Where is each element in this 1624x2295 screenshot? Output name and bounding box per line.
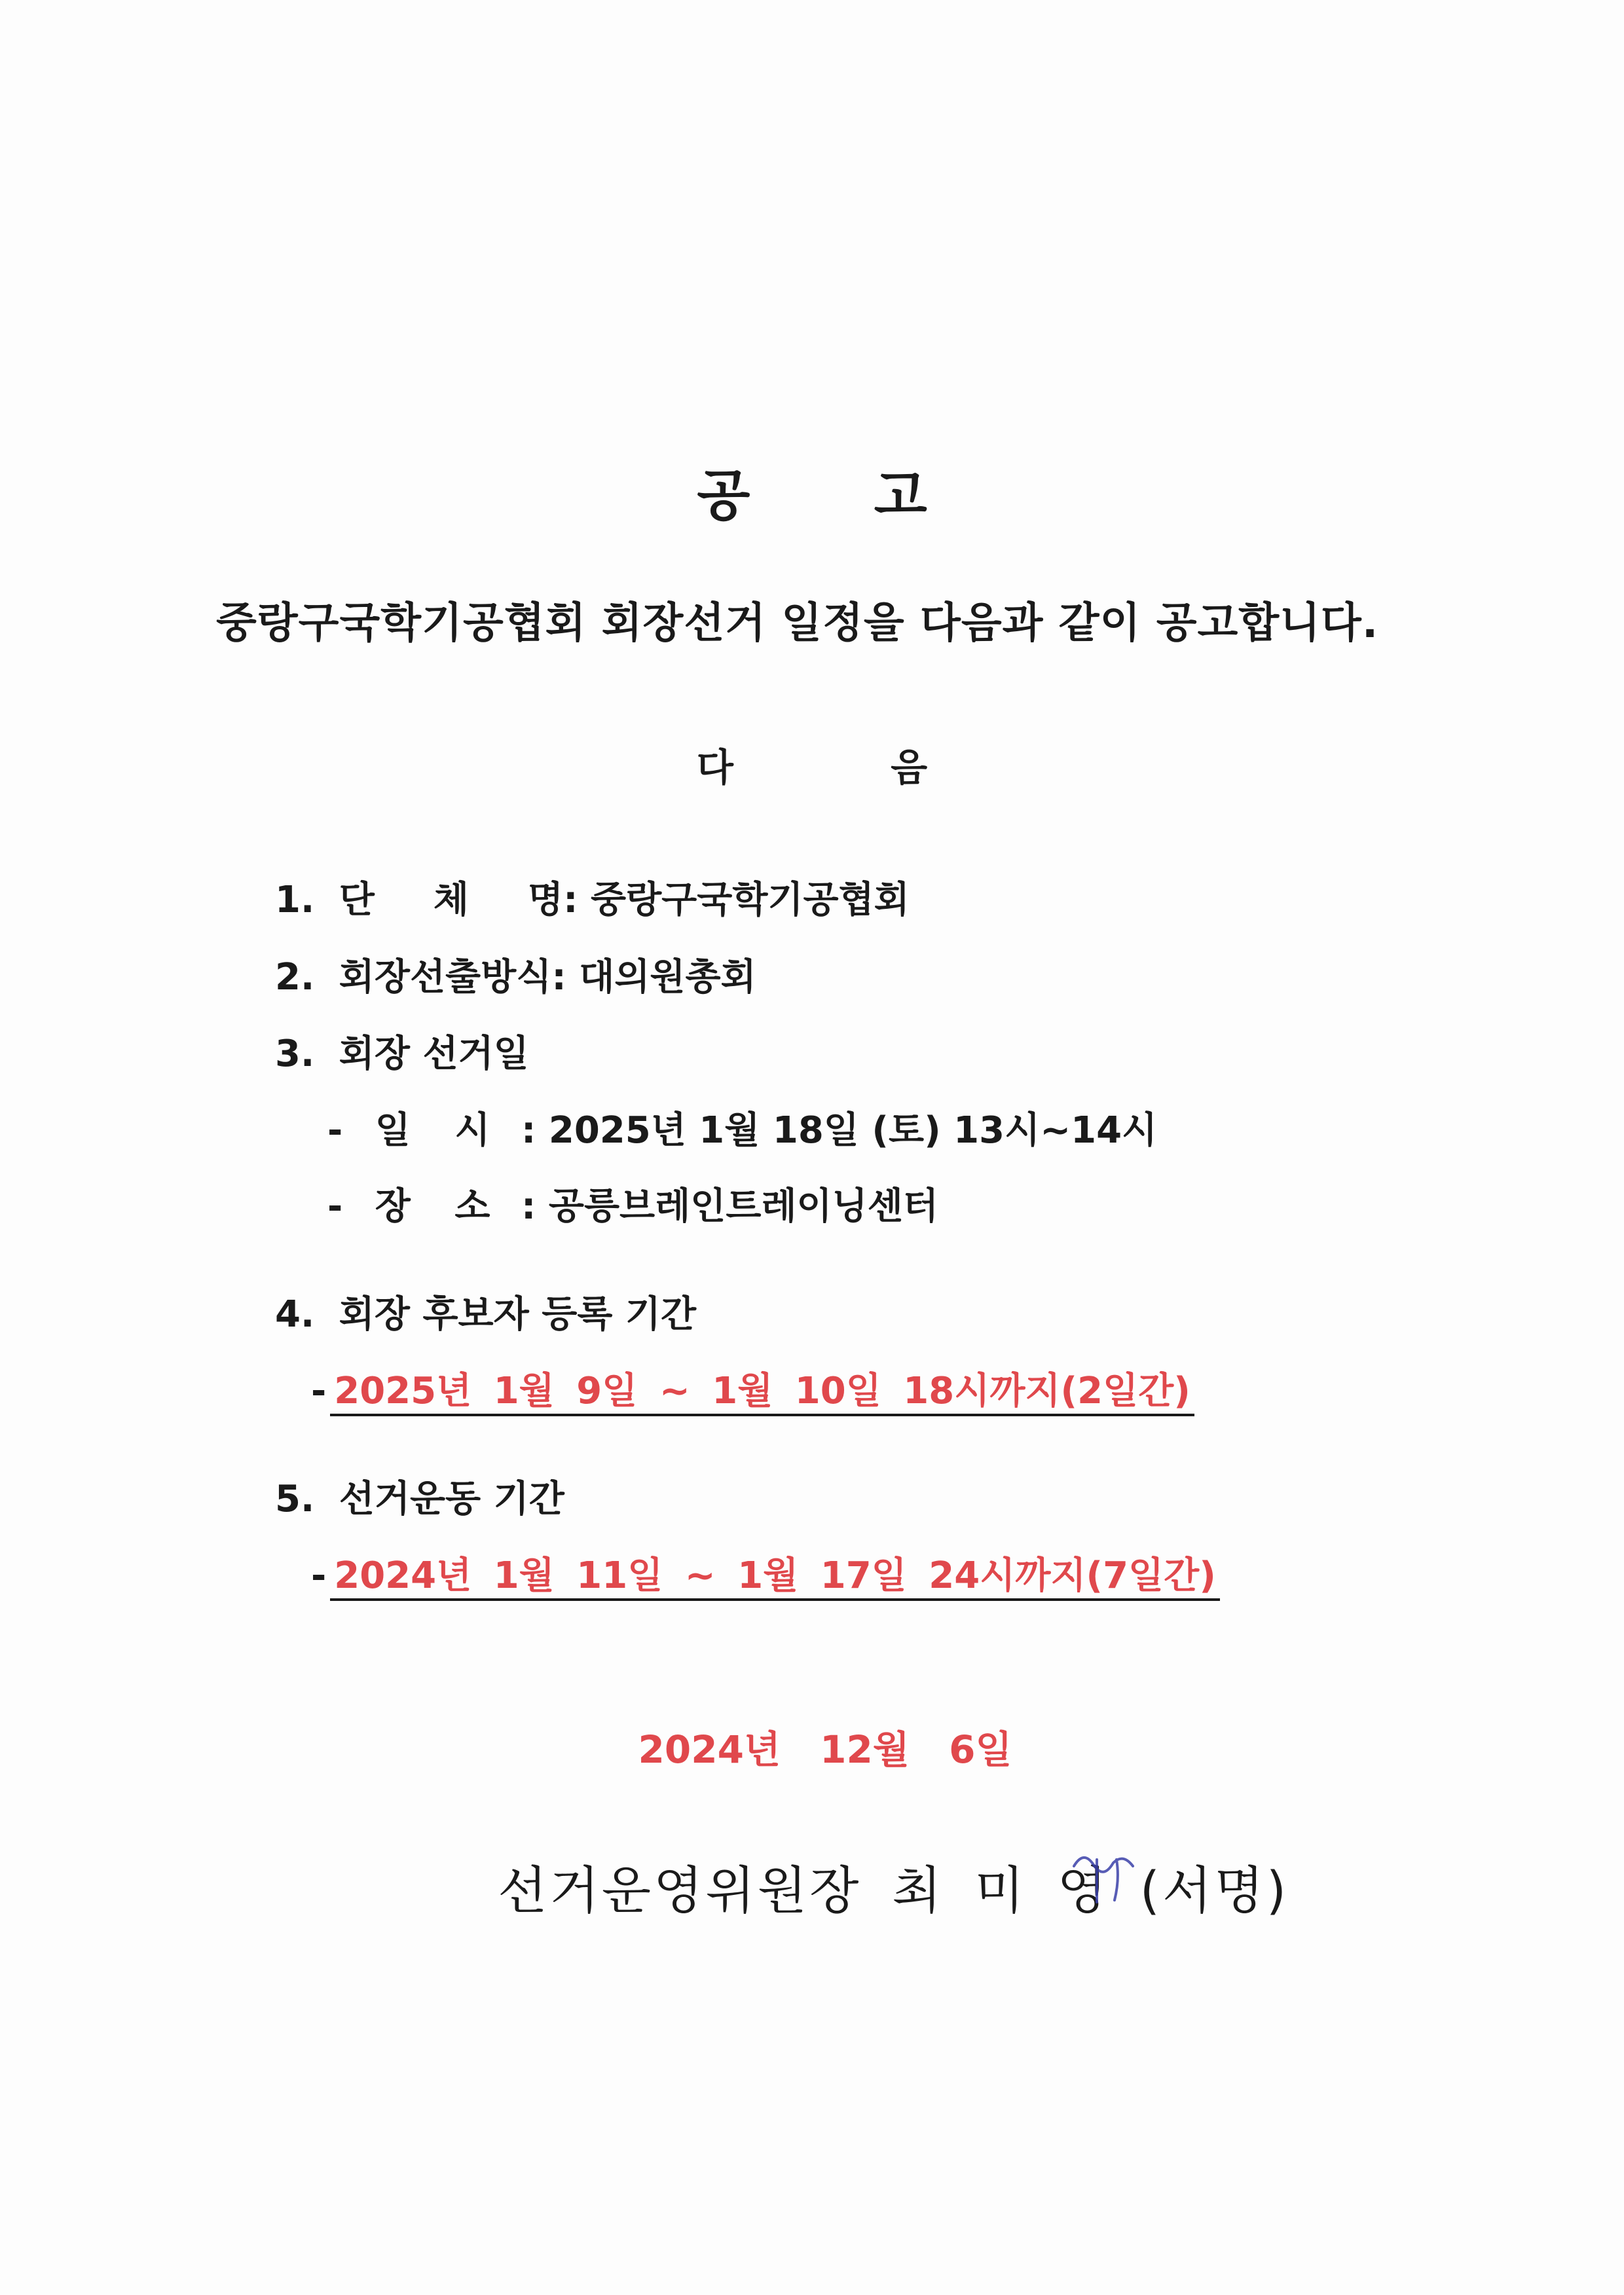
dash: - (327, 1109, 343, 1152)
dash: - (327, 1185, 343, 1228)
item-number: 2. (275, 956, 315, 999)
document-title: 공 고 (697, 464, 980, 528)
item-election-day (275, 1025, 529, 1077)
item-value: 중랑구국학기공협회 (590, 879, 910, 921)
handwritten-signature (1061, 1840, 1153, 1912)
item-label: 선거운동 기간 (339, 1478, 564, 1520)
datetime-label: 일 시 (375, 1109, 506, 1152)
election-datetime (327, 1101, 1157, 1154)
item-label-part: 명: (527, 879, 578, 921)
registration-dates: 2025년 1월 9일 ~ 1월 10일 18시까지(2일간) (330, 1370, 1194, 1416)
dash: - (311, 1554, 327, 1597)
campaign-range (311, 1547, 1220, 1599)
datetime-value: 2025년 1월 18일 (토) 13시~14시 (548, 1109, 1158, 1152)
item-election-method (275, 948, 756, 1001)
item-number: 4. (275, 1293, 315, 1336)
item-label: 회장 후보자 등록 기간 (339, 1293, 697, 1336)
place-value: 공릉브레인트레이닝센터 (548, 1185, 938, 1228)
item-label-part: 체 (433, 879, 469, 921)
item-label-part: 단 (339, 879, 375, 921)
item-number: 3. (275, 1033, 315, 1075)
section-heading: 다 음 (696, 745, 1000, 790)
intro-sentence: 중랑구국학기공협회 회장선거 일정을 다음과 같이 공고합니다. (216, 599, 1379, 648)
registration-range (311, 1362, 1194, 1414)
item-campaign-period (275, 1470, 564, 1522)
election-place (327, 1177, 938, 1230)
signature-line: 선거운영위원장 최 미 영 (서명) (498, 1862, 1289, 1920)
dash: - (311, 1370, 327, 1412)
item-number: 1. (275, 879, 315, 921)
campaign-dates: 2024년 1월 11일 ~ 1월 17일 24시까지(7일간) (330, 1554, 1220, 1601)
announcement-date: 2024년 12월 6일 (638, 1727, 1012, 1772)
place-label: 장 소 (375, 1185, 506, 1228)
item-label: 회장 선거일 (339, 1033, 529, 1075)
colon: : (521, 1185, 536, 1228)
item-label: 회장선출방식: (339, 956, 566, 999)
item-registration-period (275, 1285, 696, 1338)
colon: : (521, 1109, 536, 1152)
item-value: 대의원총회 (579, 956, 756, 999)
item-number: 5. (275, 1478, 315, 1520)
item-organization (275, 871, 910, 923)
